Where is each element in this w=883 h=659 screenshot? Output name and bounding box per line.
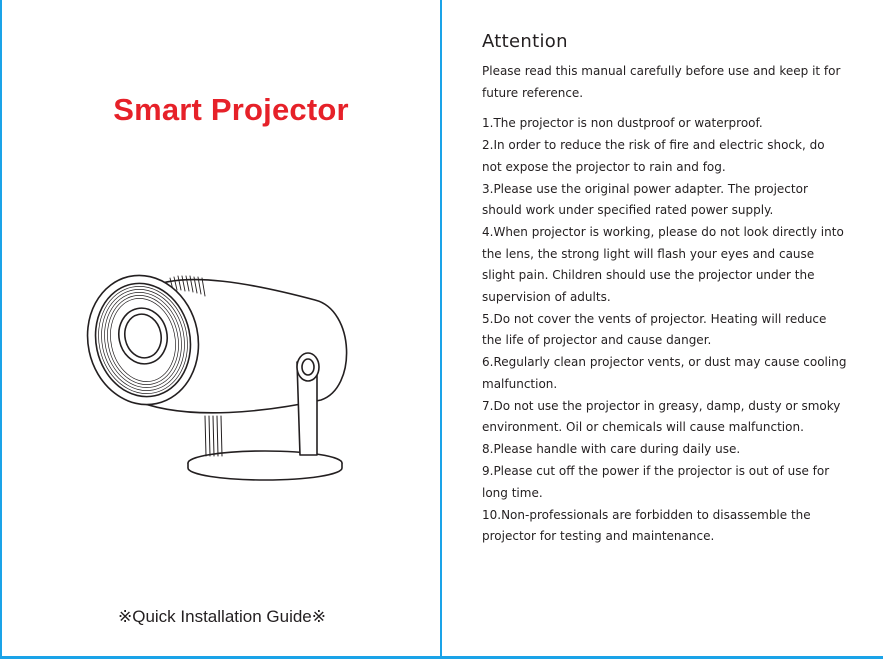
notice-item: 8.Please handle with care during daily use. [482,442,741,456]
safety-notice-list [482,113,848,548]
notice-item: 4.When projector is working, please do not look directly into the lens, the strong light will flash your eyes and cause slight pain. Children should use the projector under the supervision of adults. [482,225,844,304]
notice-item: 3.Please use the original power adapter. The projector should work under specified rated power supply. [482,181,808,217]
notice-item: 6.Regularly clean projector vents, or dust may cause cooling malfunction. [482,355,847,391]
attention-page [482,31,848,548]
cover-footer: ※Quick Installation Guide※ [117,607,327,626]
cover-page [0,0,440,659]
notice-item: 2.In order to reduce the risk of fire and electric shock, do not expose the projector to rain and fog. [482,138,825,174]
notice-item: 5.Do not cover the vents of projector. Heating will reduce the life of projector and cause danger. [482,311,827,347]
notice-item: 10.Non-professionals are forbidden to disassemble the projector for testing and maintenance. [482,507,811,543]
notice-item: 1.The projector is non dustproof or waterproof. [482,116,763,130]
projector-illustration [75,248,375,488]
cover-title: Smart Projector [113,92,349,127]
attention-heading: Attention [482,31,568,52]
notice-item: 7.Do not use the projector in greasy, damp, dusty or smoky environment. Oil or chemicals will cause malfunction. [482,398,841,434]
attention-intro: Please read this manual carefully before use and keep it for future reference. [482,64,841,100]
notice-item: 9.Please cut off the power if the projector is out of use for long time. [482,464,830,500]
